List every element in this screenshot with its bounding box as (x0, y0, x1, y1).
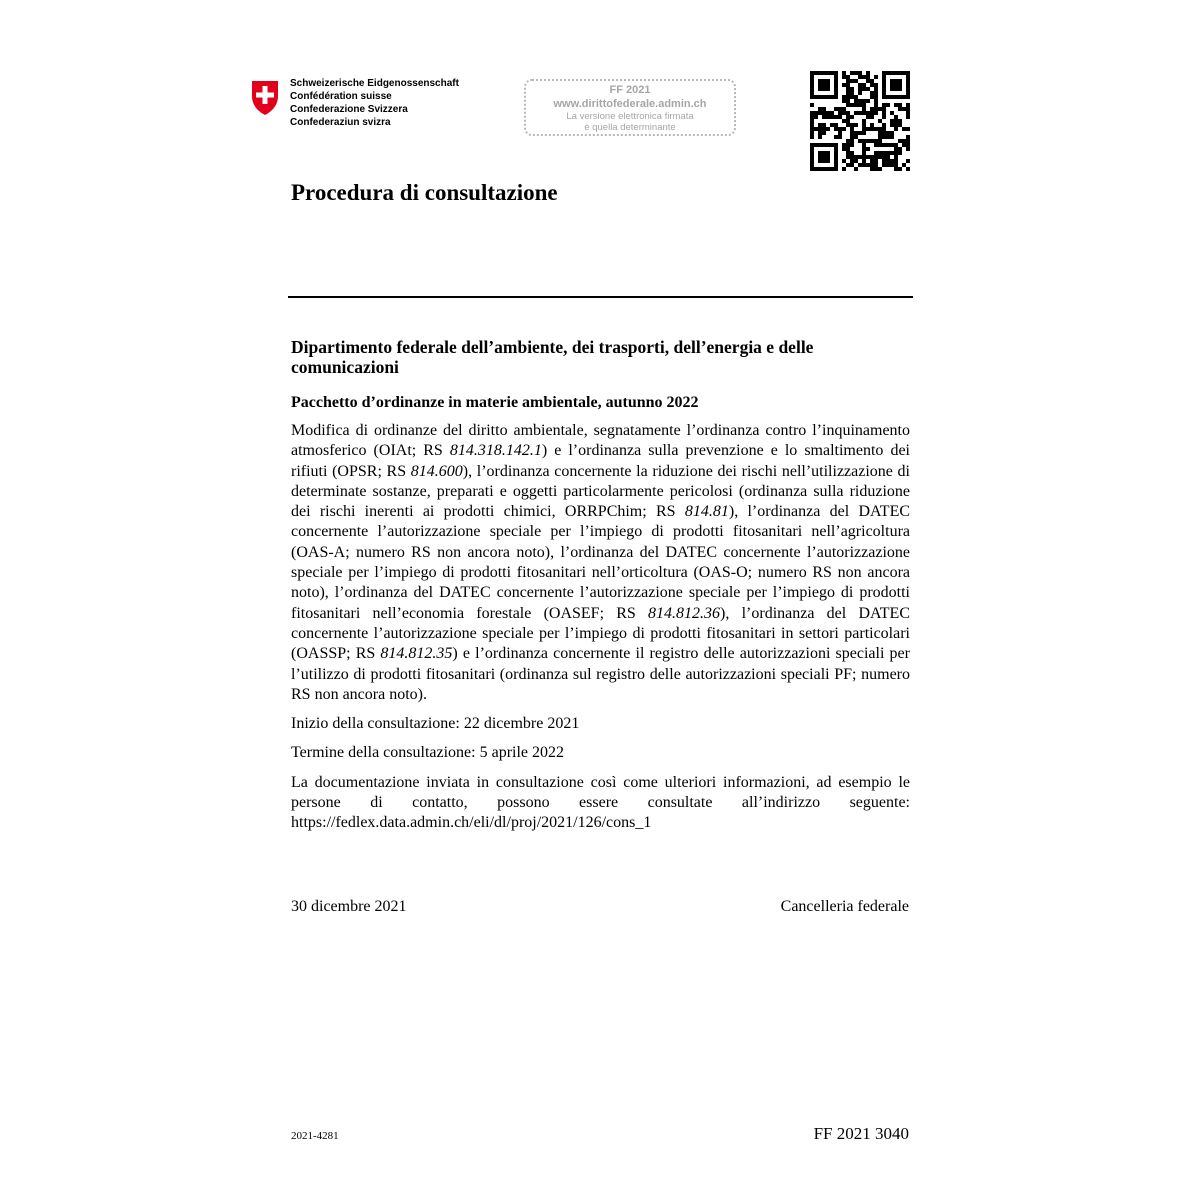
qr-module (862, 159, 866, 163)
qr-module (838, 127, 842, 131)
qr-module (890, 123, 894, 127)
qr-module (850, 139, 854, 143)
qr-module (882, 135, 886, 139)
department-heading: Dipartimento federale dell’ambiente, dei trasporti, dell’energia e delle comunicazioni (291, 337, 814, 377)
publication-date: 30 dicembre 2021 (291, 898, 407, 915)
qr-module (862, 123, 866, 127)
paragraph-text: ), l’ordinanza del DATEC concernente l’autorizzazione speciale per l’impiego di prodotti fitosanitari nell’agricoltura (OAS-A; numero RS non ancora noto), l’ordinanza del DATEC concernente l’autorizzazione speciale per l’impiego di prodotti fitosanitari nell’orticoltura (OAS-O; numero RS non ancora noto), l’ordinanza del DATEC concernente l’autorizzazione speciale per l’impiego di prodotti fitosanitari nell’economia forestale (OASEF; RS (291, 503, 911, 622)
qr-module (858, 103, 862, 107)
document-number: 2021-4281 (291, 1130, 339, 1142)
qr-module (850, 155, 854, 159)
qr-module (814, 115, 818, 119)
qr-module (870, 115, 874, 119)
qr-module (842, 147, 846, 151)
qr-module (850, 91, 854, 95)
stamp-note-1: La versione elettronica firmata (566, 111, 694, 122)
rs-number: 814.81 (684, 503, 729, 521)
qr-module (842, 111, 846, 115)
qr-module (886, 103, 890, 107)
qr-module (858, 71, 862, 75)
qr-module (898, 107, 902, 111)
qr-module (898, 139, 902, 143)
qr-module (818, 127, 822, 131)
qr-module (906, 143, 910, 147)
qr-module (814, 127, 818, 131)
qr-module (906, 159, 910, 163)
qr-module (838, 135, 842, 139)
qr-module (810, 131, 814, 135)
qr-module (878, 131, 882, 135)
qr-module (870, 127, 874, 131)
qr-module (890, 119, 894, 123)
qr-module (906, 139, 910, 143)
qr-module (838, 115, 842, 119)
qr-module (874, 107, 878, 111)
qr-module (822, 107, 826, 111)
qr-module (870, 163, 874, 167)
qr-module (882, 107, 886, 111)
qr-module (862, 139, 866, 143)
qr-module (870, 155, 874, 159)
qr-module (890, 143, 894, 147)
qr-module (846, 143, 850, 147)
qr-module (894, 103, 898, 107)
qr-module (846, 75, 850, 79)
qr-module (882, 155, 886, 159)
qr-module (882, 143, 886, 147)
qr-module (858, 139, 862, 143)
qr-module (882, 103, 886, 107)
qr-module (886, 159, 890, 163)
qr-module (878, 167, 882, 171)
qr-module (834, 127, 838, 131)
qr-module (902, 163, 906, 167)
qr-module (846, 79, 850, 83)
qr-module (866, 87, 870, 91)
qr-module (858, 131, 862, 135)
qr-module (866, 71, 870, 75)
qr-module (846, 115, 850, 119)
qr-module (894, 147, 898, 151)
qr-module (882, 131, 886, 135)
qr-module (870, 83, 874, 87)
qr-module (810, 111, 814, 115)
qr-module (890, 111, 894, 115)
rs-number: 814.812.35 (380, 645, 453, 663)
qr-module (854, 159, 858, 163)
qr-module (810, 119, 814, 123)
qr-module (878, 127, 882, 131)
qr-module (878, 107, 882, 111)
qr-module (862, 119, 866, 123)
qr-finder-center (818, 151, 830, 163)
qr-module (890, 163, 894, 167)
qr-module (858, 163, 862, 167)
qr-module (838, 131, 842, 135)
qr-module (874, 139, 878, 143)
qr-module (894, 123, 898, 127)
qr-module (842, 143, 846, 147)
qr-module (846, 91, 850, 95)
qr-module (850, 151, 854, 155)
qr-module (846, 147, 850, 151)
qr-module (886, 151, 890, 155)
document-title: Procedura di consultazione (291, 180, 558, 205)
qr-module (894, 115, 898, 119)
qr-module (842, 95, 846, 99)
qr-module (862, 147, 866, 151)
qr-module (810, 115, 814, 119)
rs-number: 814.318.142.1 (449, 442, 542, 460)
qr-module (882, 159, 886, 163)
qr-module (858, 99, 862, 103)
qr-module (854, 135, 858, 139)
qr-module (850, 159, 854, 163)
qr-module (874, 103, 878, 107)
qr-module (890, 131, 894, 135)
qr-module (862, 99, 866, 103)
qr-module (854, 79, 858, 83)
confederation-name-de: Schweizerische Eidgenossenschaft (290, 78, 459, 89)
qr-module (850, 95, 854, 99)
qr-module (854, 99, 858, 103)
qr-module (830, 123, 834, 127)
qr-module (826, 115, 830, 119)
qr-module (898, 123, 902, 127)
cross-horizontal (256, 93, 274, 98)
qr-module (866, 127, 870, 131)
qr-module (870, 139, 874, 143)
paragraph-text: ) e l’ordinanza sulla prevenzione e lo smaltimento dei rifiuti (OPSR; RS (291, 442, 911, 480)
qr-module (874, 151, 878, 155)
qr-module (842, 83, 846, 87)
consultation-description (291, 421, 910, 705)
qr-module (874, 111, 878, 115)
qr-module (874, 167, 878, 171)
qr-module (878, 139, 882, 143)
qr-module (850, 123, 854, 127)
consultation-documentation: La documentazione inviata in consultazione così come ulteriori informazioni, ad esempio le persone di contatto, possono essere consultate all’indirizzo seguente: https://fedlex.data.admin.ch/eli/dl/proj/2021/126/cons_1 (291, 773, 910, 832)
qr-module (822, 127, 826, 131)
qr-module (850, 103, 854, 107)
qr-module (846, 151, 850, 155)
qr-module (830, 111, 834, 115)
electronic-version-stamp (524, 79, 736, 136)
qr-module (846, 95, 850, 99)
qr-module (894, 119, 898, 123)
qr-module (842, 75, 846, 79)
qr-module (882, 163, 886, 167)
qr-module (894, 167, 898, 171)
qr-module (882, 127, 886, 131)
qr-module (842, 71, 846, 75)
qr-module (842, 107, 846, 111)
confederation-name-fr: Confédération suisse (290, 91, 392, 102)
qr-module (846, 87, 850, 91)
qr-module (842, 99, 846, 103)
paragraph-text: ), l’ordinanza concernente la riduzione dei rischi nell’utilizzazione di determinate sostanze, preparati e oggetti particolarmente pericolosi (ordinanza sulla riduzione dei rischi inerenti ai prodotti chimici, ORRPChim; RS (291, 462, 910, 521)
gazette-reference: FF 2021 3040 (813, 1124, 909, 1143)
qr-module (906, 127, 910, 131)
qr-module (854, 155, 858, 159)
qr-module (862, 155, 866, 159)
qr-module (862, 127, 866, 131)
paragraph-text: ), l’ordinanza del DATEC concernente l’autorizzazione speciale per l’impiego di prodotti fitosanitari in settori particolari (OASSP; RS (291, 604, 910, 663)
qr-module (906, 147, 910, 151)
swiss-shield-icon (250, 80, 280, 116)
qr-module (890, 151, 894, 155)
qr-module (854, 123, 858, 127)
qr-module (894, 163, 898, 167)
qr-module (838, 111, 842, 115)
qr-module (850, 79, 854, 83)
qr-module (858, 75, 862, 79)
qr-module (906, 107, 910, 111)
qr-module (854, 71, 858, 75)
qr-module (866, 99, 870, 103)
qr-module (838, 107, 842, 111)
qr-module (814, 111, 818, 115)
qr-module (902, 107, 906, 111)
consultation-body (291, 421, 910, 843)
qr-module (846, 163, 850, 167)
qr-module (874, 95, 878, 99)
qr-module (874, 155, 878, 159)
stamp-note-2: è quella determinante (584, 122, 676, 133)
qr-module (898, 151, 902, 155)
qr-module (882, 115, 886, 119)
qr-module (882, 111, 886, 115)
qr-module (878, 135, 882, 139)
qr-module (874, 83, 878, 87)
qr-module (850, 163, 854, 167)
consultation-end: Termine della consultazione: 5 aprile 2022 (291, 744, 565, 762)
qr-module (834, 123, 838, 127)
confederation-names (290, 77, 459, 129)
qr-module (906, 115, 910, 119)
qr-module (818, 111, 822, 115)
qr-module (886, 135, 890, 139)
qr-module (862, 107, 866, 111)
qr-module (822, 115, 826, 119)
confederation-name-rm: Confederaziun svizra (290, 117, 391, 128)
qr-module (818, 131, 822, 135)
qr-module (870, 91, 874, 95)
qr-module (894, 127, 898, 131)
qr-module (870, 167, 874, 171)
qr-module (882, 123, 886, 127)
qr-module (894, 151, 898, 155)
qr-module (866, 155, 870, 159)
qr-module (810, 135, 814, 139)
qr-module (874, 127, 878, 131)
qr-module (870, 159, 874, 163)
qr-module (854, 111, 858, 115)
qr-module (890, 159, 894, 163)
qr-module (866, 79, 870, 83)
qr-module (898, 103, 902, 107)
qr-module (850, 127, 854, 131)
qr-module (858, 111, 862, 115)
qr-code-icon (810, 71, 910, 171)
qr-module (866, 75, 870, 79)
qr-module (874, 163, 878, 167)
qr-module (866, 111, 870, 115)
qr-module (850, 71, 854, 75)
qr-module (858, 83, 862, 87)
confederation-name-it: Confederazione Svizzera (290, 104, 408, 115)
qr-module (894, 159, 898, 163)
qr-module (850, 131, 854, 135)
qr-module (870, 111, 874, 115)
qr-module (850, 87, 854, 91)
qr-module (878, 151, 882, 155)
qr-module (902, 139, 906, 143)
qr-module (822, 123, 826, 127)
qr-module (874, 75, 878, 79)
qr-finder-center (818, 79, 830, 91)
qr-module (898, 119, 902, 123)
qr-module (842, 119, 846, 123)
qr-module (886, 143, 890, 147)
qr-module (878, 155, 882, 159)
qr-module (870, 95, 874, 99)
qr-module (818, 107, 822, 111)
qr-module (858, 87, 862, 91)
qr-module (902, 127, 906, 131)
qr-module (810, 103, 814, 107)
qr-module (874, 99, 878, 103)
qr-module (862, 87, 866, 91)
qr-module (870, 79, 874, 83)
qr-module (846, 119, 850, 123)
qr-module (846, 155, 850, 159)
qr-module (846, 139, 850, 143)
qr-module (850, 135, 854, 139)
qr-module (878, 119, 882, 123)
issuing-authority: Cancelleria federale (780, 898, 909, 915)
stamp-gazette: FF 2021 (609, 84, 651, 96)
qr-module (866, 115, 870, 119)
qr-module (906, 135, 910, 139)
qr-module (810, 127, 814, 131)
qr-module (894, 155, 898, 159)
qr-module (878, 143, 882, 147)
qr-module (858, 91, 862, 95)
consultation-subject: Pacchetto d’ordinanze in materie ambientale, autunno 2022 (291, 394, 699, 411)
qr-module (822, 111, 826, 115)
qr-module (866, 139, 870, 143)
qr-module (854, 103, 858, 107)
qr-module (846, 103, 850, 107)
qr-module (846, 111, 850, 115)
qr-module (906, 103, 910, 107)
qr-module (894, 143, 898, 147)
paragraph-text: Modifica di ordinanze del diritto ambientale, segnatamente l’ordinanza contro l’inquinamento atmosferico (OIAt; RS (291, 422, 910, 460)
qr-module (874, 143, 878, 147)
qr-module (826, 127, 830, 131)
qr-module (898, 147, 902, 151)
qr-module (866, 163, 870, 167)
qr-module (886, 155, 890, 159)
qr-module (854, 131, 858, 135)
qr-module (870, 123, 874, 127)
consultation-start: Inizio della consultazione: 22 dicembre 2021 (291, 715, 580, 733)
qr-module (858, 155, 862, 159)
stamp-website: www.dirittofederale.admin.ch (553, 98, 707, 110)
qr-module (834, 135, 838, 139)
qr-module (870, 107, 874, 111)
qr-module (810, 123, 814, 127)
qr-module (842, 127, 846, 131)
qr-module (834, 107, 838, 111)
qr-module (902, 143, 906, 147)
qr-module (830, 115, 834, 119)
qr-module (862, 83, 866, 87)
qr-module (906, 167, 910, 171)
qr-module (890, 135, 894, 139)
qr-module (874, 159, 878, 163)
qr-module (898, 167, 902, 171)
qr-module (846, 99, 850, 103)
qr-module (862, 163, 866, 167)
qr-module (862, 111, 866, 115)
qr-module (862, 131, 866, 135)
qr-module (854, 95, 858, 99)
rs-number: 814.600 (410, 462, 463, 480)
qr-module (846, 83, 850, 87)
qr-module (842, 159, 846, 163)
qr-module (846, 123, 850, 127)
qr-module (818, 123, 822, 127)
qr-module (882, 151, 886, 155)
qr-module (862, 103, 866, 107)
qr-module (854, 167, 858, 171)
qr-module (822, 131, 826, 135)
qr-module (862, 75, 866, 79)
qr-module (842, 167, 846, 171)
qr-module (850, 143, 854, 147)
rs-number: 814.812.36 (648, 604, 721, 622)
qr-module (818, 135, 822, 139)
swiss-confederation-logo (250, 77, 459, 129)
qr-module (874, 91, 878, 95)
qr-module (834, 115, 838, 119)
qr-module (906, 111, 910, 115)
qr-module (862, 151, 866, 155)
title-divider (288, 296, 913, 298)
qr-module (874, 87, 878, 91)
qr-finder-center (890, 79, 902, 91)
qr-module (862, 143, 866, 147)
qr-module (886, 163, 890, 167)
qr-module (826, 111, 830, 115)
qr-module (850, 115, 854, 119)
qr-module (886, 131, 890, 135)
paragraph-text: ) e l’ordinanza concernente il registro delle autorizzazioni speciali per l’utilizzo di prodotti fitosanitari (ordinanza sul registro delle autorizzazioni speciali PF; numero RS non ancora noto). (291, 645, 910, 703)
qr-module (866, 147, 870, 151)
